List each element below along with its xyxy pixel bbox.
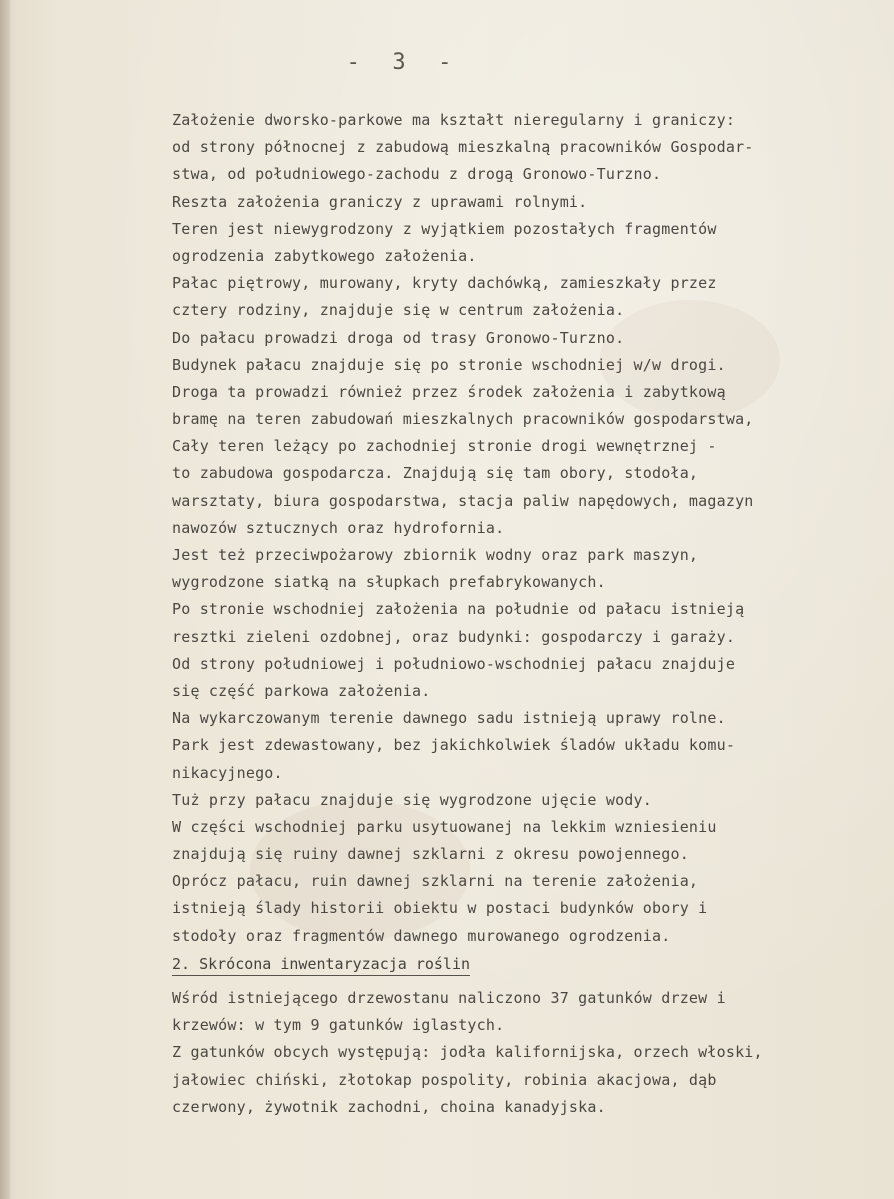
text-line: W części wschodniej parku usytuowanej na lekkim wzniesieniu: [172, 817, 717, 836]
text-line: jałowiec chiński, złotokap pospolity, robinia akacjowa, dąb: [172, 1070, 717, 1089]
text-line: Na wykarczowanym terenie dawnego sadu istnieją uprawy rolne.: [172, 709, 726, 728]
text-line: Założenie dworsko-parkowe ma kształt nieregularny i graniczy:: [172, 111, 736, 129]
text-line: Z gatunków obcych występują: jodła kalifornijska, orzech włoski,: [172, 1043, 763, 1062]
text-line: wygrodzone siatką na słupkach prefabrykowanych.: [172, 573, 606, 592]
text-line: Budynek pałacu znajduje się po stronie wschodniej w/w drogi.: [172, 355, 726, 374]
text-line: Teren jest niewygrodzony z wyjątkiem pozostałych fragmentów: [172, 219, 717, 238]
text-line: czerwony, żywotnik zachodni, choina kanadyjska.: [172, 1097, 606, 1116]
text-line: stodoły oraz fragmentów dawnego murowanego ogrodzenia.: [172, 926, 671, 945]
text-line: Reszta założenia graniczy z uprawami rolnymi.: [172, 192, 588, 211]
text-line: Droga ta prowadzi również przez środek założenia i zabytkową: [172, 382, 726, 401]
text-line: Od strony południowej i południowo-wschodniej pałacu znajduje: [172, 654, 736, 673]
text-line: to zabudowa gospodarcza. Znajdują się tam obory, stodoła,: [172, 464, 699, 483]
text-line: Oprócz pałacu, ruin dawnej szklarni na terenie założenia,: [172, 872, 699, 891]
text-line: znajdują się ruiny dawnej szklarni z okresu powojennego.: [172, 845, 689, 864]
text-line: ogrodzenia zabytkowego założenia.: [172, 246, 477, 265]
section-paragraph: [172, 985, 872, 1121]
text-line: nawozów sztucznych oraz hydrofornia.: [172, 518, 505, 537]
text-line: krzewów: w tym 9 gatunków iglastych.: [172, 1016, 505, 1035]
text-line: Tuż przy pałacu znajduje się wygrodzone ujęcie wody.: [172, 790, 652, 809]
paper-edge-shadow: [0, 0, 10, 1199]
page-number: - 3 -: [346, 50, 454, 75]
text-line: Park jest zdewastowany, bez jakichkolwiek śladów układu komu-: [172, 736, 736, 755]
text-line: Pałac piętrowy, murowany, kryty dachówką, zamieszkały przez: [172, 274, 717, 293]
text-line: Wśród istniejącego drzewostanu naliczono 37 gatunków drzew i: [172, 989, 726, 1007]
text-line: warsztaty, biura gospodarstwa, stacja paliw napędowych, magazyn: [172, 491, 754, 510]
text-line: od strony północnej z zabudową mieszkalną pracowników Gospodar-: [172, 138, 754, 157]
text-line: Po stronie wschodniej założenia na południe od pałacu istnieją: [172, 600, 745, 619]
text-line: cztery rodziny, znajduje się w centrum założenia.: [172, 301, 625, 320]
text-line: Cały teren leżący po zachodniej stronie drogi wewnętrznej -: [172, 437, 717, 456]
text-line: istnieją ślady historii obiektu w postaci budynków obory i: [172, 899, 708, 918]
text-line: się część parkowa założenia.: [172, 681, 431, 700]
text-line: Do pałacu prowadzi droga od trasy Gronowo-Turzno.: [172, 328, 625, 347]
section-heading: 2. Skrócona inwentaryzacja roślin: [172, 954, 470, 976]
text-line: resztki zieleni ozdobnej, oraz budynki: gospodarczy i garaży.: [172, 627, 736, 646]
body-paragraph: [172, 107, 872, 950]
text-line: Jest też przeciwpożarowy zbiornik wodny oraz park maszyn,: [172, 546, 699, 564]
text-line: stwa, od południowego-zachodu z drogą Gronowo-Turzno.: [172, 165, 662, 184]
text-line: nikacyjnego.: [172, 763, 283, 782]
text-line: bramę na teren zabudowań mieszkalnych pracowników gospodarstwa,: [172, 410, 754, 429]
